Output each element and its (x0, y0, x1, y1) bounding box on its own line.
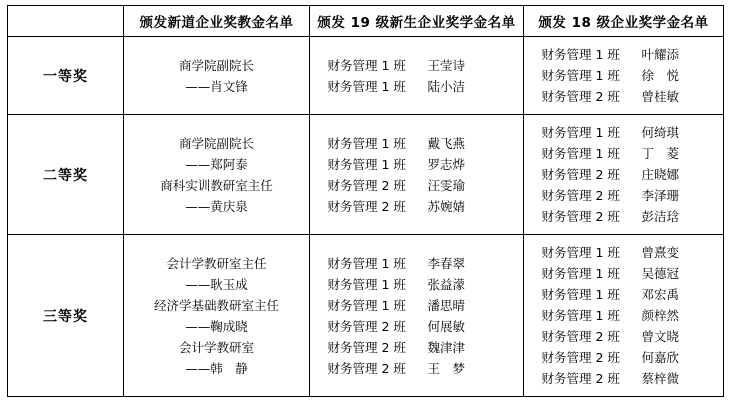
student-line (524, 368, 723, 389)
student-name: 颜梓然 (641, 308, 680, 323)
student-class: 财务管理 1 班 (327, 135, 406, 151)
header-teaching-award: 颁发新道企业奖教金名单 (124, 6, 310, 37)
student-class: 财务管理 1 班 (327, 276, 406, 292)
student-line (524, 164, 723, 185)
student-name: 戴飞燕 (427, 135, 466, 151)
rank-label: 一等奖 (8, 37, 124, 115)
student-class: 财务管理 2 班 (327, 198, 406, 214)
student-name: 彭洁琀 (641, 209, 680, 224)
student-name: 王莹诗 (427, 57, 466, 73)
student-name: 庄晓娜 (641, 167, 680, 182)
student-name: 丁 菱 (641, 146, 680, 161)
teacher-award-cell (124, 37, 310, 115)
teacher-line: 商学院副院长 (178, 57, 254, 73)
student-line (310, 274, 523, 295)
teacher-line: ——鞠成晓 (185, 318, 248, 334)
student-class: 财务管理 1 班 (541, 68, 620, 83)
student-line (524, 347, 723, 368)
student-19-cell (310, 235, 524, 397)
teacher-award-cell (124, 115, 310, 235)
student-line (310, 358, 523, 379)
student-class: 财务管理 1 班 (327, 297, 406, 313)
student-name: 曾桂敏 (641, 89, 680, 104)
student-line (524, 143, 723, 164)
award-list-table (7, 5, 724, 397)
header-scholarship-18: 颁发 18 级企业奖学金名单 (524, 6, 724, 37)
teacher-line: 商学院副院长 (178, 135, 254, 151)
student-class: 财务管理 2 班 (541, 371, 620, 386)
student-line (310, 316, 523, 337)
student-line (524, 263, 723, 284)
student-name: 张益濛 (427, 276, 466, 292)
student-line (310, 154, 523, 175)
student-name: 潘思晴 (427, 297, 466, 313)
student-name: 陆小洁 (427, 78, 466, 94)
student-name: 李泽珊 (641, 188, 680, 203)
student-line (524, 44, 723, 65)
student-line (524, 284, 723, 305)
student-line (310, 337, 523, 358)
student-name: 王 梦 (427, 360, 466, 376)
student-class: 财务管理 2 班 (327, 360, 406, 376)
student-name: 叶耀添 (641, 47, 680, 62)
teacher-line: ——耿玉成 (185, 276, 248, 292)
student-class: 财务管理 1 班 (541, 146, 620, 161)
student-line (524, 65, 723, 86)
student-class: 财务管理 2 班 (541, 167, 620, 182)
teacher-line: ——韩 静 (185, 360, 248, 376)
student-name: 魏津津 (427, 339, 466, 355)
header-rank (8, 6, 124, 37)
teacher-line: ——郑阿泰 (185, 156, 248, 172)
student-line (310, 133, 523, 154)
student-class: 财务管理 1 班 (541, 287, 620, 302)
student-name: 何绮琪 (641, 125, 680, 140)
table-body (8, 37, 724, 397)
teacher-line: 经济学基础教研室主任 (153, 297, 279, 313)
student-name: 蔡梓微 (641, 371, 680, 386)
student-19-cell (310, 37, 524, 115)
table-header-row (8, 6, 724, 37)
student-class: 财务管理 1 班 (327, 78, 406, 94)
header-scholarship-19: 颁发 19 级新生企业奖学金名单 (310, 6, 524, 37)
student-name: 何嘉欣 (641, 350, 680, 365)
student-class: 财务管理 2 班 (541, 329, 620, 344)
student-class: 财务管理 2 班 (541, 209, 620, 224)
student-line (524, 86, 723, 107)
rank-label: 三等奖 (8, 235, 124, 397)
student-class: 财务管理 2 班 (327, 177, 406, 193)
student-line (524, 185, 723, 206)
student-class: 财务管理 1 班 (541, 47, 620, 62)
teacher-line: ——黄庆泉 (185, 198, 248, 214)
student-class: 财务管理 2 班 (541, 350, 620, 365)
student-class: 财务管理 1 班 (327, 156, 406, 172)
student-line (524, 305, 723, 326)
teacher-award-cell (124, 235, 310, 397)
student-class: 财务管理 1 班 (541, 266, 620, 281)
student-class: 财务管理 2 班 (541, 188, 620, 203)
student-name: 曾文晓 (641, 329, 680, 344)
student-class: 财务管理 2 班 (327, 318, 406, 334)
student-19-cell (310, 115, 524, 235)
student-name: 徐 悦 (641, 68, 680, 83)
student-name: 何展敏 (427, 318, 466, 334)
student-18-cell (524, 115, 724, 235)
student-line (310, 253, 523, 274)
student-class: 财务管理 1 班 (327, 255, 406, 271)
student-line (524, 206, 723, 227)
student-name: 邓宏禹 (641, 287, 680, 302)
student-line (310, 295, 523, 316)
student-line (524, 326, 723, 347)
student-class: 财务管理 1 班 (541, 245, 620, 260)
student-line (310, 196, 523, 217)
student-class: 财务管理 2 班 (541, 89, 620, 104)
teacher-line: 会计学教研室 (178, 339, 254, 355)
student-line (524, 122, 723, 143)
student-line (524, 242, 723, 263)
teacher-line: ——肖文锋 (185, 78, 248, 94)
student-class: 财务管理 2 班 (327, 339, 406, 355)
student-class: 财务管理 1 班 (541, 308, 620, 323)
rank-label: 二等奖 (8, 115, 124, 235)
teacher-line: 会计学教研室主任 (166, 255, 267, 271)
student-18-cell (524, 235, 724, 397)
table-row (8, 37, 724, 115)
student-name: 罗志烨 (427, 156, 466, 172)
student-name: 吴德冠 (641, 266, 680, 281)
student-name: 曾熹变 (641, 245, 680, 260)
student-18-cell (524, 37, 724, 115)
student-line (310, 55, 523, 76)
student-class: 财务管理 1 班 (327, 57, 406, 73)
student-line (310, 175, 523, 196)
student-class: 财务管理 1 班 (541, 125, 620, 140)
student-name: 苏婉婧 (427, 198, 466, 214)
table-row (8, 235, 724, 397)
teacher-line: 商科实训教研室主任 (160, 177, 273, 193)
table-row (8, 115, 724, 235)
student-name: 李春翠 (427, 255, 466, 271)
student-line (310, 76, 523, 97)
student-name: 汪雯瑜 (427, 177, 466, 193)
